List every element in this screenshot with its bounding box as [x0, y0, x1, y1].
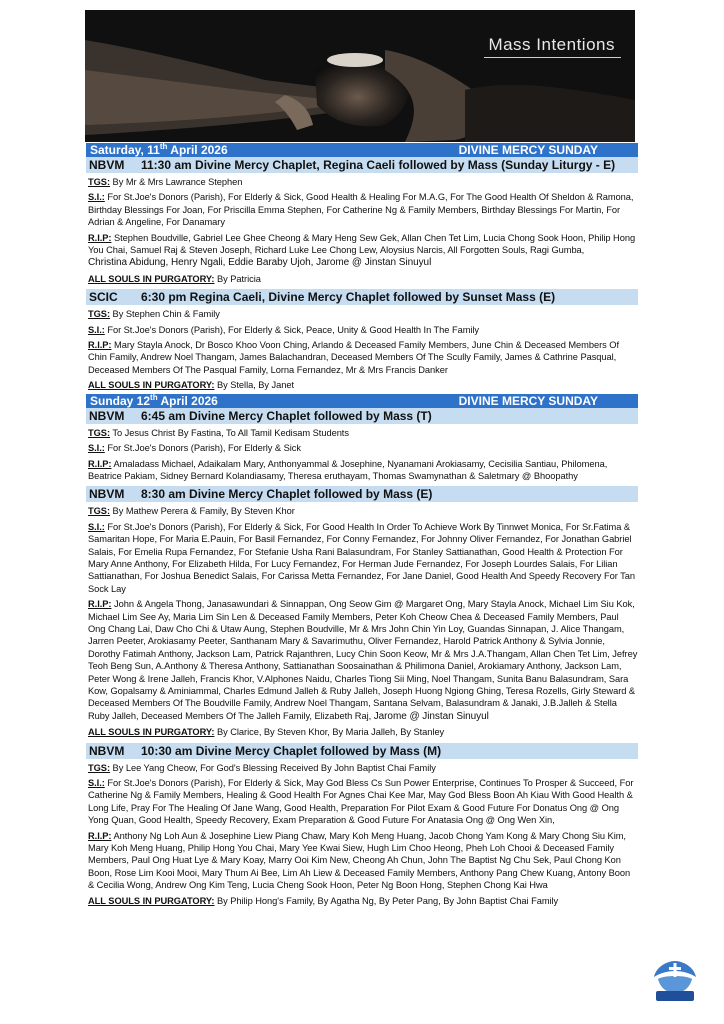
- mass-location: NBVM: [89, 158, 125, 172]
- purgatory-line: ALL SOULS IN PURGATORY: By Patricia: [88, 273, 261, 284]
- tgs-line: TGS: By Mr & Mrs Lawrance Stephen: [88, 177, 243, 187]
- rip-line: R.I.P: Stephen Boudville, Gabriel Lee Ghee Cheong & Mary Heng Sew Gek, Allan Chen Tet Lim, Lucia Chong Sook Hoon, Philip Hong You Chai, Samuel Raj & Steven Joseph, Richard Luke Lee Chong Lew, Aloysius Narcis, All Forgotten Souls, Ragi Gumba, Christina Abidung, Henry Ngali, Eddie Baraby Ujoh, Jarome @ Jinstan Sinuyul: [88, 232, 636, 269]
- purgatory-line: ALL SOULS IN PURGATORY: By Clarice, By Steven Khor, By Maria Jalleh, By Stanley: [88, 727, 445, 738]
- feast-label: DIVINE MERCY SUNDAY: [458, 143, 598, 157]
- mass-location: NBVM: [89, 408, 125, 423]
- mass-header: [86, 157, 638, 173]
- purgatory-line: ALL SOULS IN PURGATORY: By Philip Hong's Family, By Agatha Ng, By Peter Pang, By John Baptist Chai Family: [88, 895, 559, 906]
- purgatory-line: ALL SOULS IN PURGATORY: By Stella, By Janet: [88, 380, 295, 391]
- mass-location: NBVM: [89, 743, 125, 758]
- mass-title: 6:45 am Divine Mercy Chaplet followed by Mass (T): [141, 408, 432, 423]
- mass-title: 8:30 am Divine Mercy Chaplet followed by Mass (E): [141, 487, 433, 502]
- mass-header: [86, 289, 638, 305]
- date-label: Saturday, 11th April 2026: [90, 142, 228, 157]
- hands-chalice-image: [85, 10, 635, 142]
- si-line: S.I.: For St.Joe's Donors (Parish), For Elderly & Sick, For Good Health In Order To Achieve Work By Tinnwet Monica, For Sr.Fatima & Samaritan Hope, For Maria E.Pauin, For Basil Fernandez, For Conny Fernandez, For Johnny Oliver Fernandez, For Jonathan Gabriel Salais, For Emelia Rupa Fernandez, For Stefanie Usha Rani Balasundram, For Stanley Sattianathan, Good Health & Protection For Mary Anne Anthony, For Elizabeth Hilda, For Lucy Fernandez, For Herman Jude Fernandez, For Joseph Lourdes Salais, For Lilian Sattianathan, For Joshua Benedict Salais, For Carissa Metta Fernandez, For Jane Daniel, Good Health And Speedy Recovery For Tan Sock Lay: [88, 521, 635, 594]
- feast-label: DIVINE MERCY SUNDAY: [458, 393, 598, 408]
- mass-title: 10:30 am Divine Mercy Chaplet followed by Mass (M): [141, 743, 442, 758]
- date-header: [86, 394, 638, 408]
- si-line: S.I.: For St.Joe's Donors (Parish), For Elderly & Sick, May God Bless Cs Sun Power Enterprise, Continues To Prosper & Succeed, For Catherine Ng & Family Members, Healing & Good Health For Agnes Chai Kee Mar, May God Bless Boon Ah Kiau With Good Health & Long Life, Pray For The Healing Of Jane Wang, Good Health, Preparation For Pilot Exam & Good Future For Donatus Ong @ Ong Yong Quan, Good Health, Speedy Recovery, Exam Preparation & Good Future For Anatasia Ong @ Ong Wen Xin,: [88, 778, 634, 826]
- rip-line: R.I.P: Amaladass Michael, Adaikalam Mary, Anthonyammal & Josephine, Nyanamani Arokiasamy, Cecisilia Santiau, Philomena, Beatrice Pakiam, Sidney Bernard Kolandiasamy, Theresa eruthayam, Thomas Swamynathan & Saletmary @ Bhoopathy: [88, 458, 608, 481]
- tgs-line: TGS: To Jesus Christ By Fastina, To All Tamil Kedisam Students: [88, 427, 349, 438]
- mass-header: [86, 408, 638, 424]
- date-header: [86, 143, 638, 157]
- rip-line: R.I.P: Mary Stayla Anock, Dr Bosco Khoo Voon Ching, Arlando & Deceased Family Members, June Chin & Deceased Members Of Chin Family, Andrew Noel Thangam, James Balachandran, Deceased Members Of The Scully Family, James & Cathrine Pasqual, Deceased Members Of The Pasqual Family, Lorna Fernandez, Mr & Mrs Francis Danker: [88, 340, 619, 375]
- si-line: S.I.: For St.Joe's Donors (Parish), For Elderly & Sick, Peace, Unity & Good Health In The Family: [88, 324, 480, 335]
- parish-logo-icon: [650, 957, 700, 1003]
- mass-header: [86, 743, 638, 759]
- tgs-line: TGS: By Stephen Chin & Family: [88, 309, 220, 320]
- mass-location: NBVM: [89, 487, 125, 502]
- intentions-content: [86, 143, 638, 907]
- banner-title: Mass Intentions: [488, 35, 615, 54]
- tgs-line: TGS: By Lee Yang Cheow, For God's Blessing Received By John Baptist Chai Family: [88, 762, 436, 773]
- mass-title: 6:30 pm Regina Caeli, Divine Mercy Chaplet followed by Sunset Mass (E): [141, 290, 556, 305]
- mass-title: 11:30 am Divine Mercy Chaplet, Regina Caeli followed by Mass (Sunday Liturgy - E): [141, 158, 616, 172]
- rip-line: R.I.P: Anthony Ng Loh Aun & Josephine Liew Piang Chaw, Mary Koh Meng Huang, Jacob Chong Yam Kong & Mary Chong Siu Kim, Mary Koh Meng Huang, Philip Hong You Chai, Mary Yee Kwai Siew, Hugh Lim Choo Heong, Pheh Loh Chooi & Deceased Family Members, Paul Ong Huat Lye & Mary Koay, Marry Ooi Kim New, Cheong Ah Chun, John The Baptist Ng Chu Sek, Paul Chong Kon Boon, Rose Lim Kooi Mooi, Mary Thum Ai Bee, Lim Ah Liew & Deceased Family Members, Anthony Pang Chew Kuang, Antony Boon & Cecilia Wong, Andrew Ong Kim Teng, Lucia Cheng Sook Hoon, Peter Ng Boon Hong, Stephen Chong Kai Hwa: [88, 830, 631, 891]
- tgs-line: TGS: By Mathew Perera & Family, By Steven Khor: [88, 506, 295, 517]
- si-line: S.I.: For St.Joe's Donors (Parish), For Elderly & Sick: [88, 443, 301, 454]
- mass-location: SCIC: [89, 290, 118, 305]
- mass-intentions-banner: [85, 10, 635, 142]
- rip-line: R.I.P: John & Angela Thong, Janasawundari & Sinnappan, Ong Seow Gim @ Margaret Ong, Mary Stayla Anock, Michael Lim Siu Kok, Michael Lim See Ay, Maria Lim Sin Len & Deceased Family Members, Peter Koh Cheow Chea & Deceased Family Members, Paul Ong Chang Lai, Daw Cho Chi & Utaw Aung, Stephen Boudville, Mr & Mrs John Chin Yin Loy, Guandas Sinnapan, J. Alice Thangam, Jarren Peeter, Arokiasamy Peeter, Santhanam Mary & Savarimuthu, Oliver Fernandez, Harold Patrick Anthony & Sylvia Jonnie, Dorothy Fatimah Anthony, Jackson Lam, Patrick Rajanthren, Lucy Chin Soon Keow, Mr & Mrs J.A.Thangam, Allan Chen Tet Lim, Jefrey Teoh Beng Sun, A.Anthony & Theresa Anthony, Sattianathan Soosainathan & Philimona Daniel, Arokiamary Anthony, Jackson Lam, Peter Wong & Irene Jalleh, Francis Khor, V.Alphones Naidu, Charles Tiong Sii Ming, Noel Thangam, Sunita Banu Balasundram, Sara Kow, Gopalsamy & Aminiammal, Charles Edmund Jalleh & Ruby Jalleh, Joseph Huong Ngiong Ghing, Teresa Rozells, Girly Steward & Deceased Members Of The Boudville Family, Andrew Noel Thangam, Santana Selvam, Balasundram & Janaki, J.B.Jalleh & Stella Ruby Jalleh, Deceased Members Of The Jalleh Family, Elizabeth Raj, Jarome @ Jinstan Sinuyul: [88, 599, 638, 722]
- date-label: Sunday 12th April 2026: [90, 392, 218, 408]
- mass-header: [86, 486, 638, 502]
- si-line: S.I.: For St.Joe's Donors (Parish), For Elderly & Sick, Good Health & Healing For M.A.G, For The Good Health Of Sheldon & Ramona, Birthday Blessings For Joan, For Priscilla Emma Stephen, For Catherine Ng & Family Members, Birthday Blessings For Martin, For Adrian & Angeline, For Danamary: [88, 192, 634, 228]
